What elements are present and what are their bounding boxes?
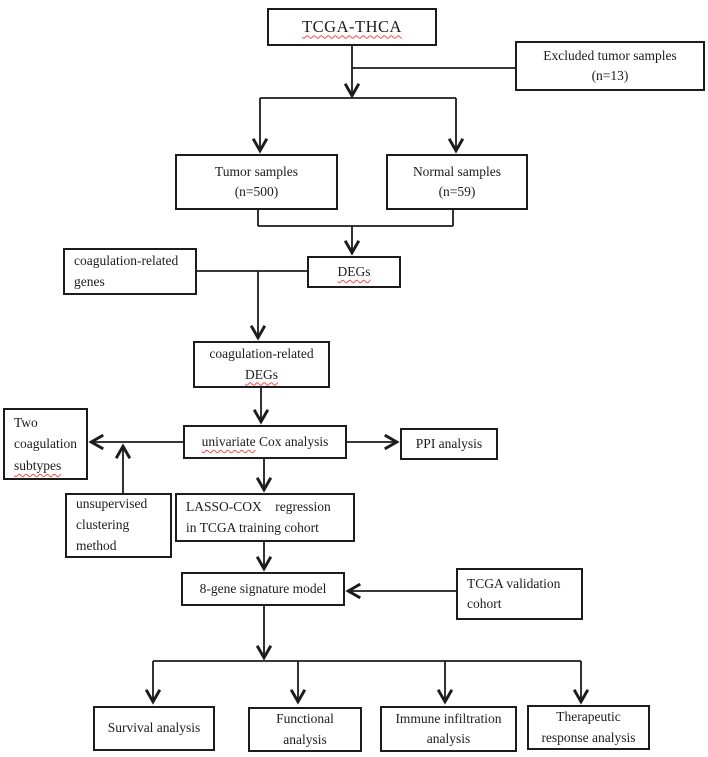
box-label-line: unsupervised [76, 496, 148, 512]
box-label-line: cohort [467, 596, 502, 611]
box-tcga-validation-cohort [456, 568, 583, 620]
box-label-line: Survival analysis [107, 720, 201, 736]
box-unsupervised-clustering-method [65, 493, 172, 558]
box-label-line: analysis [426, 731, 471, 746]
box-survival-analysis [93, 706, 215, 751]
box-label-line: coagulation-related [209, 346, 314, 362]
box-degs [307, 256, 401, 288]
box-label-line: coagulation [14, 436, 77, 452]
box-label-line: (n=13) [591, 68, 629, 83]
box-tcga-thca [267, 8, 437, 46]
box-coagulation-related-genes [63, 248, 197, 295]
box-immune-infiltration-analysis [380, 706, 517, 752]
box-lasso-cox-regression [175, 493, 355, 542]
box-coagulation-related-degs [193, 341, 330, 388]
box-label-line: in TCGA training cohort [186, 519, 319, 535]
box-ppi-analysis [400, 428, 498, 460]
box-excluded-tumor-samples [515, 41, 705, 91]
box-normal-samples [386, 154, 528, 210]
box-label-line: Immune infiltration [395, 710, 502, 726]
box-label-line: DEGs [337, 263, 371, 279]
box-label-line: TCGA-THCA [302, 16, 402, 36]
box-label-line: method [76, 537, 117, 553]
box-label-line: PPI analysis [415, 435, 483, 451]
box-label-line: Tumor samples [214, 163, 299, 179]
box-two-coagulation-subtypes [3, 408, 88, 480]
box-label-line: clustering [76, 517, 130, 533]
box-functional-analysis [248, 707, 362, 752]
box-label-line: TCGA validation [467, 575, 561, 591]
box-label-line: subtypes [14, 457, 62, 473]
box-label-word: univariate [201, 433, 256, 449]
box-univariate-cox-analysis [183, 425, 347, 459]
box-label-line: (n=500) [234, 184, 279, 199]
box-label-line: Excluded tumor samples [543, 47, 677, 63]
box-label-line: (n=59) [438, 184, 476, 199]
box-label-line: analysis [283, 731, 327, 747]
box-label-line: LASSO-COX regression [186, 499, 331, 515]
box-label-line: 8-gene signature model [199, 580, 327, 596]
box-label-line: DEGs [245, 366, 278, 382]
box-8-gene-signature-model [181, 572, 345, 606]
box-label-line: Therapeutic [556, 709, 621, 725]
box-label-line: response analysis [541, 729, 636, 745]
box-label-line: Functional [276, 711, 334, 727]
box-label-line: Two [14, 414, 38, 430]
box-label-line: Normal samples [412, 163, 502, 179]
box-therapeutic-response-analysis [527, 705, 650, 750]
box-tumor-samples [175, 154, 338, 210]
box-label-rest: Cox analysis [255, 433, 329, 449]
box-label-line: genes [74, 273, 105, 289]
box-label-line: coagulation-related [74, 253, 179, 269]
